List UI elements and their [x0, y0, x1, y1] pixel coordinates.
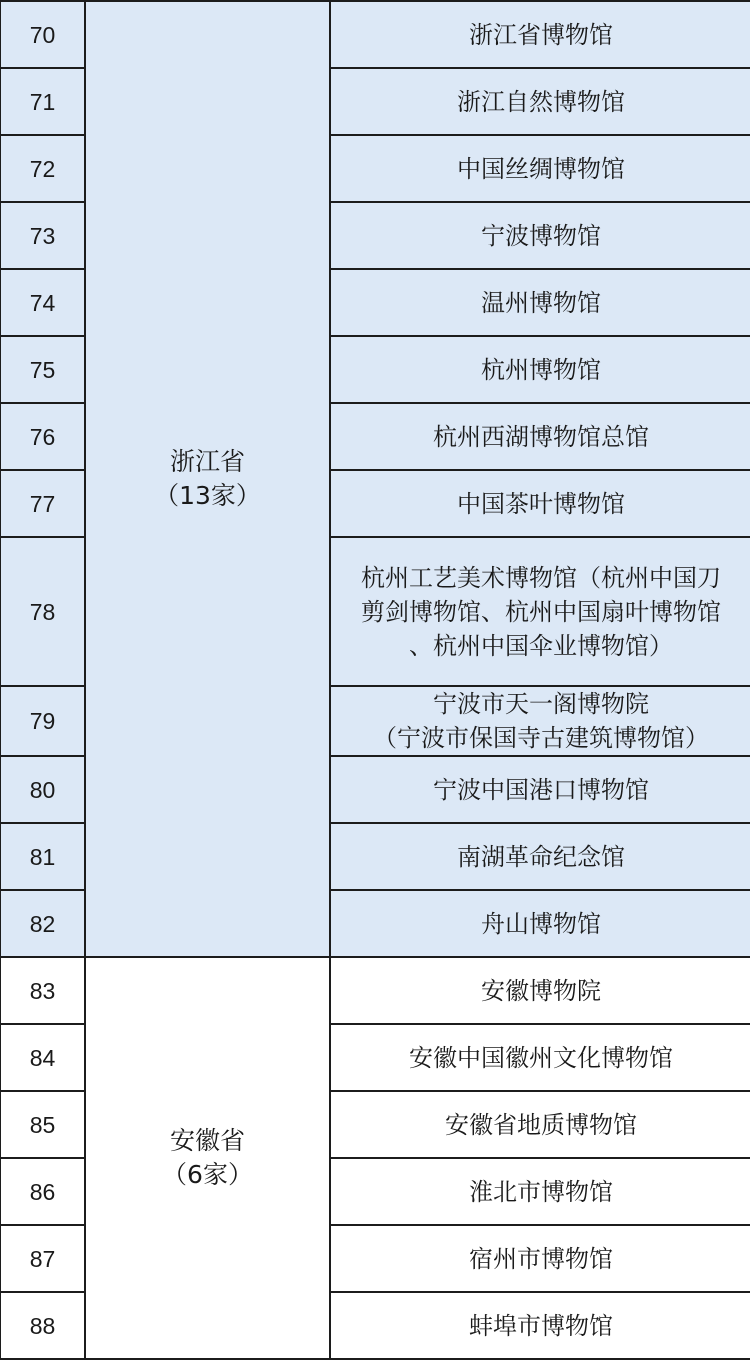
- row-number: 75: [0, 336, 85, 403]
- museum-name-line: 宿州市博物馆: [469, 1244, 613, 1273]
- museum-table-body: [0, 1, 750, 1359]
- row-number: 81: [0, 823, 85, 890]
- row-number: 74: [0, 269, 85, 336]
- museum-name-line: 南湖革命纪念馆: [457, 842, 625, 871]
- row-number: 82: [0, 890, 85, 957]
- museum-name-line: 安徽中国徽州文化博物馆: [409, 1043, 673, 1072]
- museum-name-line: 宁波中国港口博物馆: [433, 775, 649, 804]
- museum-name-cell: [330, 1158, 750, 1225]
- museum-name-line: 剪剑博物馆、杭州中国扇叶博物馆: [361, 597, 721, 626]
- museum-name-line: 中国茶叶博物馆: [457, 489, 625, 518]
- museum-name-cell: [330, 68, 750, 135]
- row-number: 87: [0, 1225, 85, 1292]
- museum-name-line: 淮北市博物馆: [469, 1177, 613, 1206]
- row-number: 80: [0, 756, 85, 823]
- museum-name-cell: [330, 403, 750, 470]
- table-row: [0, 957, 750, 1024]
- museum-name-cell: [330, 756, 750, 823]
- row-number: 85: [0, 1091, 85, 1158]
- museum-name-line: 舟山博物馆: [481, 909, 601, 938]
- museum-name-cell: [330, 1024, 750, 1091]
- row-number: 83: [0, 957, 85, 1024]
- museum-name-line: 中国丝绸博物馆: [457, 154, 625, 183]
- row-number: 79: [0, 686, 85, 756]
- row-number: 76: [0, 403, 85, 470]
- row-number: 71: [0, 68, 85, 135]
- row-number: 84: [0, 1024, 85, 1091]
- museum-name-line: 安徽博物院: [481, 976, 601, 1005]
- museum-name-cell: [330, 890, 750, 957]
- row-number: 73: [0, 202, 85, 269]
- museum-name-cell: [330, 1225, 750, 1292]
- museum-name-line: 宁波市天一阁博物院: [433, 690, 649, 718]
- museum-name-line: 安徽省地质博物馆: [445, 1110, 637, 1139]
- row-number: 86: [0, 1158, 85, 1225]
- museum-name-cell: [330, 957, 750, 1024]
- province-count: （13家）: [154, 481, 261, 510]
- province-cell: [85, 957, 330, 1359]
- row-number: 70: [0, 1, 85, 68]
- museum-name-line: 浙江自然博物馆: [457, 87, 625, 116]
- row-number: 77: [0, 470, 85, 537]
- museum-name-cell: [330, 823, 750, 890]
- museum-name-line: （宁波市保国寺古建筑博物馆）: [373, 724, 709, 752]
- museum-name-cell: [330, 1, 750, 68]
- museum-name-cell: [330, 202, 750, 269]
- row-number: 72: [0, 135, 85, 202]
- museum-name-line: 宁波博物馆: [481, 221, 601, 250]
- museum-name-cell: [330, 537, 750, 686]
- museum-name-line: 浙江省博物馆: [469, 20, 613, 49]
- museum-name-cell: [330, 269, 750, 336]
- museum-name-cell: [330, 686, 750, 756]
- museum-name-line: 、杭州中国伞业博物馆）: [409, 631, 673, 660]
- museum-name-cell: [330, 470, 750, 537]
- province-name: 安徽省: [169, 1126, 245, 1155]
- province-name: 浙江省: [169, 447, 245, 476]
- museum-name-cell: [330, 1292, 750, 1359]
- row-number: 88: [0, 1292, 85, 1359]
- museum-name-cell: [330, 336, 750, 403]
- museum-name-line: 杭州西湖博物馆总馆: [433, 422, 649, 451]
- museum-name-line: 杭州博物馆: [481, 355, 601, 384]
- museum-name-line: 温州博物馆: [481, 288, 601, 317]
- museum-name-cell: [330, 1091, 750, 1158]
- museum-name-line: 杭州工艺美术博物馆（杭州中国刀: [361, 563, 721, 592]
- row-number: 78: [0, 537, 85, 686]
- museum-name-cell: [330, 135, 750, 202]
- museum-name-line: 蚌埠市博物馆: [469, 1311, 613, 1340]
- province-cell: [85, 1, 330, 957]
- table-row: [0, 1, 750, 68]
- province-count: （6家）: [162, 1160, 253, 1189]
